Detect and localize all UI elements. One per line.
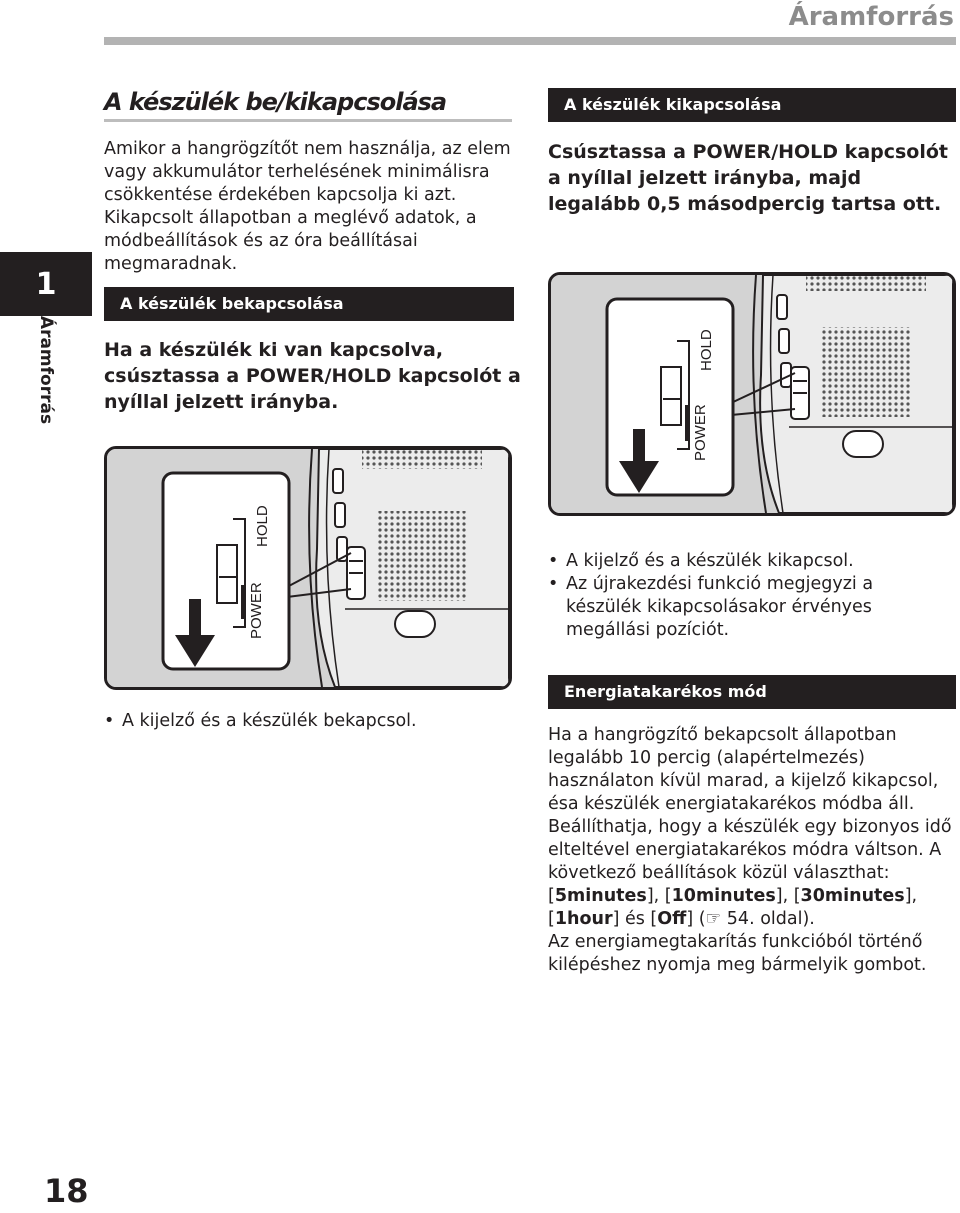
switch-hold-label: HOLD (254, 505, 271, 547)
page-header-title: Áramforrás (788, 2, 954, 32)
option-5minutes: 5minutes (554, 886, 647, 906)
power-on-illustration (104, 446, 512, 690)
switch-power-label: POWER (248, 582, 265, 639)
chapter-side-label: Áramforrás (36, 315, 56, 425)
section-title-rule (104, 119, 512, 122)
power-on-instruction: Ha a készülék ki van kapcsolva, csúsztassa a POWER/HOLD kapcsolót a nyíllal jelzett irányba. (104, 339, 521, 413)
switch-hold-label: HOLD (698, 329, 715, 371)
power-hold-key: POWER/HOLD (245, 365, 392, 387)
power-off-heading: A készülék kikapcsolása (548, 88, 956, 122)
energy-saving-paragraph: Ha a hangrögzítő bekapcsolt állapotban legalább 10 percig (alapértelmezés) használaton kívül marad, a kijelző kikapcsol, ésa készülék energiatakarékos módba áll. Beállíthatja, hogy a készülék egy bizonyos idő elteltével energiatakarékos módra váltson. A következő beállítások közül választhat: [5minutes], [10minutes], [30minutes], [1hour] és [Off] (☞ 54. oldal). Az energiamegtakarítás funkcióból történő kilépéshez nyomja meg bármelyik gombot. (548, 725, 952, 975)
option-10minutes: 10minutes (671, 886, 776, 906)
intro-paragraph: Amikor a hangrögzítőt nem használja, az elem vagy akkumulátor terhelésének minimálisra csökkentése érdekében kapcsolja ki azt. Kikapcsolt állapotban a meglévő adatok, a módbeállítások és az óra beállításai megmaradnak. (104, 139, 511, 274)
list-item: • A kijelző és a készülék bekapcsol. (104, 710, 504, 733)
power-off-illustration (548, 272, 956, 516)
header-rule (104, 37, 956, 45)
switch-power-label: POWER (692, 404, 709, 461)
chapter-tab (0, 252, 92, 316)
option-1hour: 1hour (554, 909, 613, 929)
chapter-number: 1 (35, 266, 57, 302)
power-hold-key: POWER/HOLD (692, 141, 839, 163)
section-title: A készülék be/kikapcsolása (104, 88, 447, 116)
recorder-switch-diagram-off (551, 275, 953, 513)
list-item: • Az újrakezdési funkció megjegyzi a készülék kikapcsolásakor érvényes megállási pozíciót. (548, 573, 948, 642)
option-off: Off (657, 909, 687, 929)
page-reference-icon: ☞ (705, 909, 722, 929)
power-off-instruction: Csúsztassa a POWER/HOLD kapcsolót a nyíllal jelzett irányba, majd legalább 0,5 másodpercig tartsa ott. (548, 141, 949, 215)
power-on-results (104, 710, 504, 733)
energy-saving-heading: Energiatakarékos mód (548, 675, 956, 709)
power-on-heading: A készülék bekapcsolása (104, 287, 514, 321)
recorder-switch-diagram-on (107, 449, 509, 687)
power-off-results (548, 550, 948, 642)
page-number: 18 (44, 1172, 89, 1210)
option-30minutes: 30minutes (800, 886, 905, 906)
list-item: • A kijelző és a készülék kikapcsol. (548, 550, 948, 573)
